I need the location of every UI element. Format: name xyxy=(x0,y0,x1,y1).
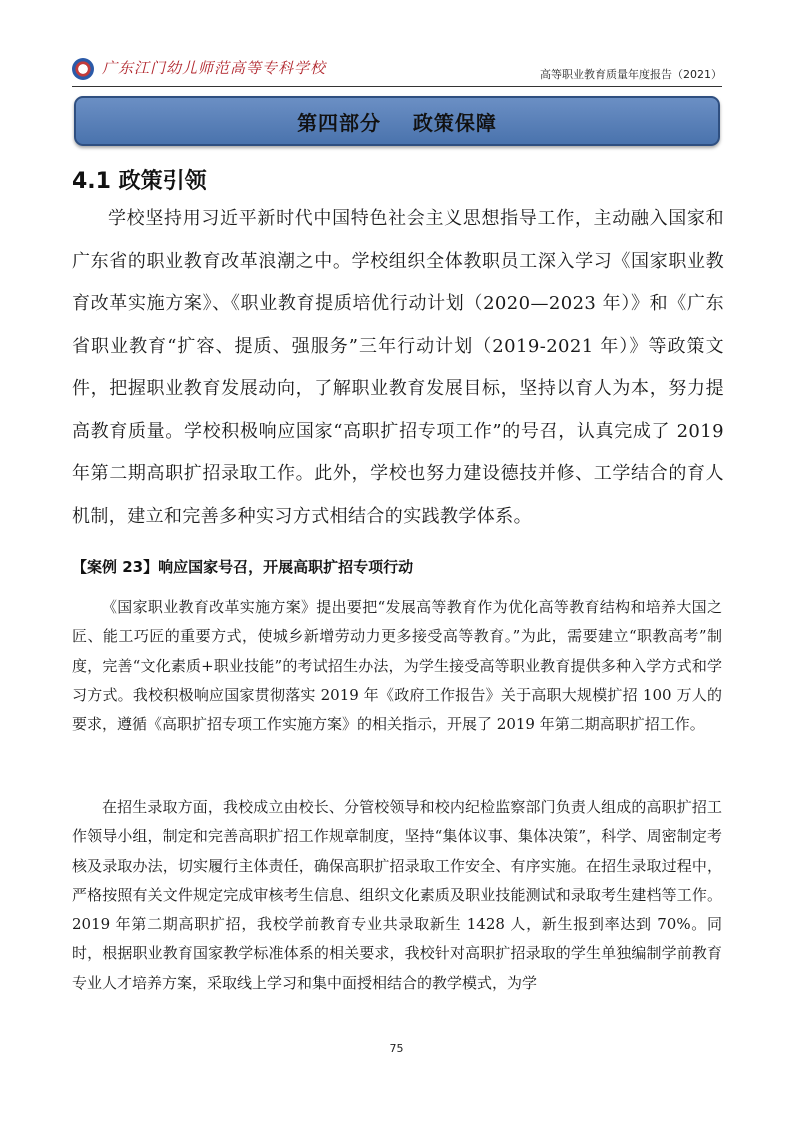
school-logo-icon xyxy=(72,58,94,80)
case-paragraph-1: 《国家职业教育改革实施方案》提出要把“发展高等教育作为优化高等教育结构和培养大国之匠、能工巧匠的重要方式，使城乡新增劳动力更多接受高等教育。”为此，需要建立“职教高考”制度，完善“文化素质+职业技能”的考试招生办法，为学生接受高等职业教育提供多种入学方式和学习方式。我校积极响应国家贯彻落实 2019 年《政府工作报告》关于高职大规模扩招 100 万人的要求，遵循《高职扩招专项工作实施方案》的相关指示，开展了 2019 年第二期高职扩招工作。 xyxy=(72,598,722,734)
part-banner xyxy=(74,96,720,146)
part-banner-title: 第四部分 政策保障 xyxy=(297,110,497,135)
report-title: 高等职业教育质量年度报告（2021） xyxy=(540,68,722,81)
page-number: 75 xyxy=(389,1042,404,1055)
case-paragraph-2: 在招生录取方面，我校成立由校长、分管校领导和校内纪检监察部门负责人组成的高职扩招工作领导小组，制定和完善高职扩招工作规章制度，坚持“集体议事、集体决策”，科学、周密制定考核及录取办法，切实履行主体责任，确保高职扩招录取工作安全、有序实施。在招生录取过程中，严格按照有关文件规定完成审核考生信息、组织文化素质及职业技能测试和录取考生建档等工作。2019 年第二期高职扩招，我校学前教育专业共录取新生 1428 人，新生报到率达到 70%。同时，根据职业教育国家教学标准体系的相关要求，我校针对高职扩招录取的学生单独编制学前教育专业人才培养方案，采取线上学习和集中面授相结合的教学模式，为学 xyxy=(72,798,722,992)
section-title: 4.1 政策引领 xyxy=(72,169,207,194)
case-title: 【案例 23】响应国家号召，开展高职扩招专项行动 xyxy=(72,558,414,576)
header-divider xyxy=(72,86,722,87)
school-name: 广东江门幼儿师范高等专科学校 xyxy=(102,59,327,77)
page-header xyxy=(72,54,722,86)
body-paragraph-1: 学校坚持用习近平新时代中国特色社会主义思想指导工作，主动融入国家和广东省的职业教育改革浪潮之中。学校组织全体教职员工深入学习《国家职业教育改革实施方案》、《职业教育提质培优行动计划（2020—2023 年）》和《广东省职业教育“扩容、提质、强服务”三年行动计划（2019-2021 年）》等政策文件，把握职业教育发展动向，了解职业教育发展目标，坚持以育人为本，努力提高教育质量。学校积极响应国家“高职扩招专项工作”的号召，认真完成了 2019 年第二期高职扩招录取工作。此外，学校也努力建设德技并修、工学结合的育人机制，建立和完善多种实习方式相结合的实践教学体系。 xyxy=(72,208,724,527)
